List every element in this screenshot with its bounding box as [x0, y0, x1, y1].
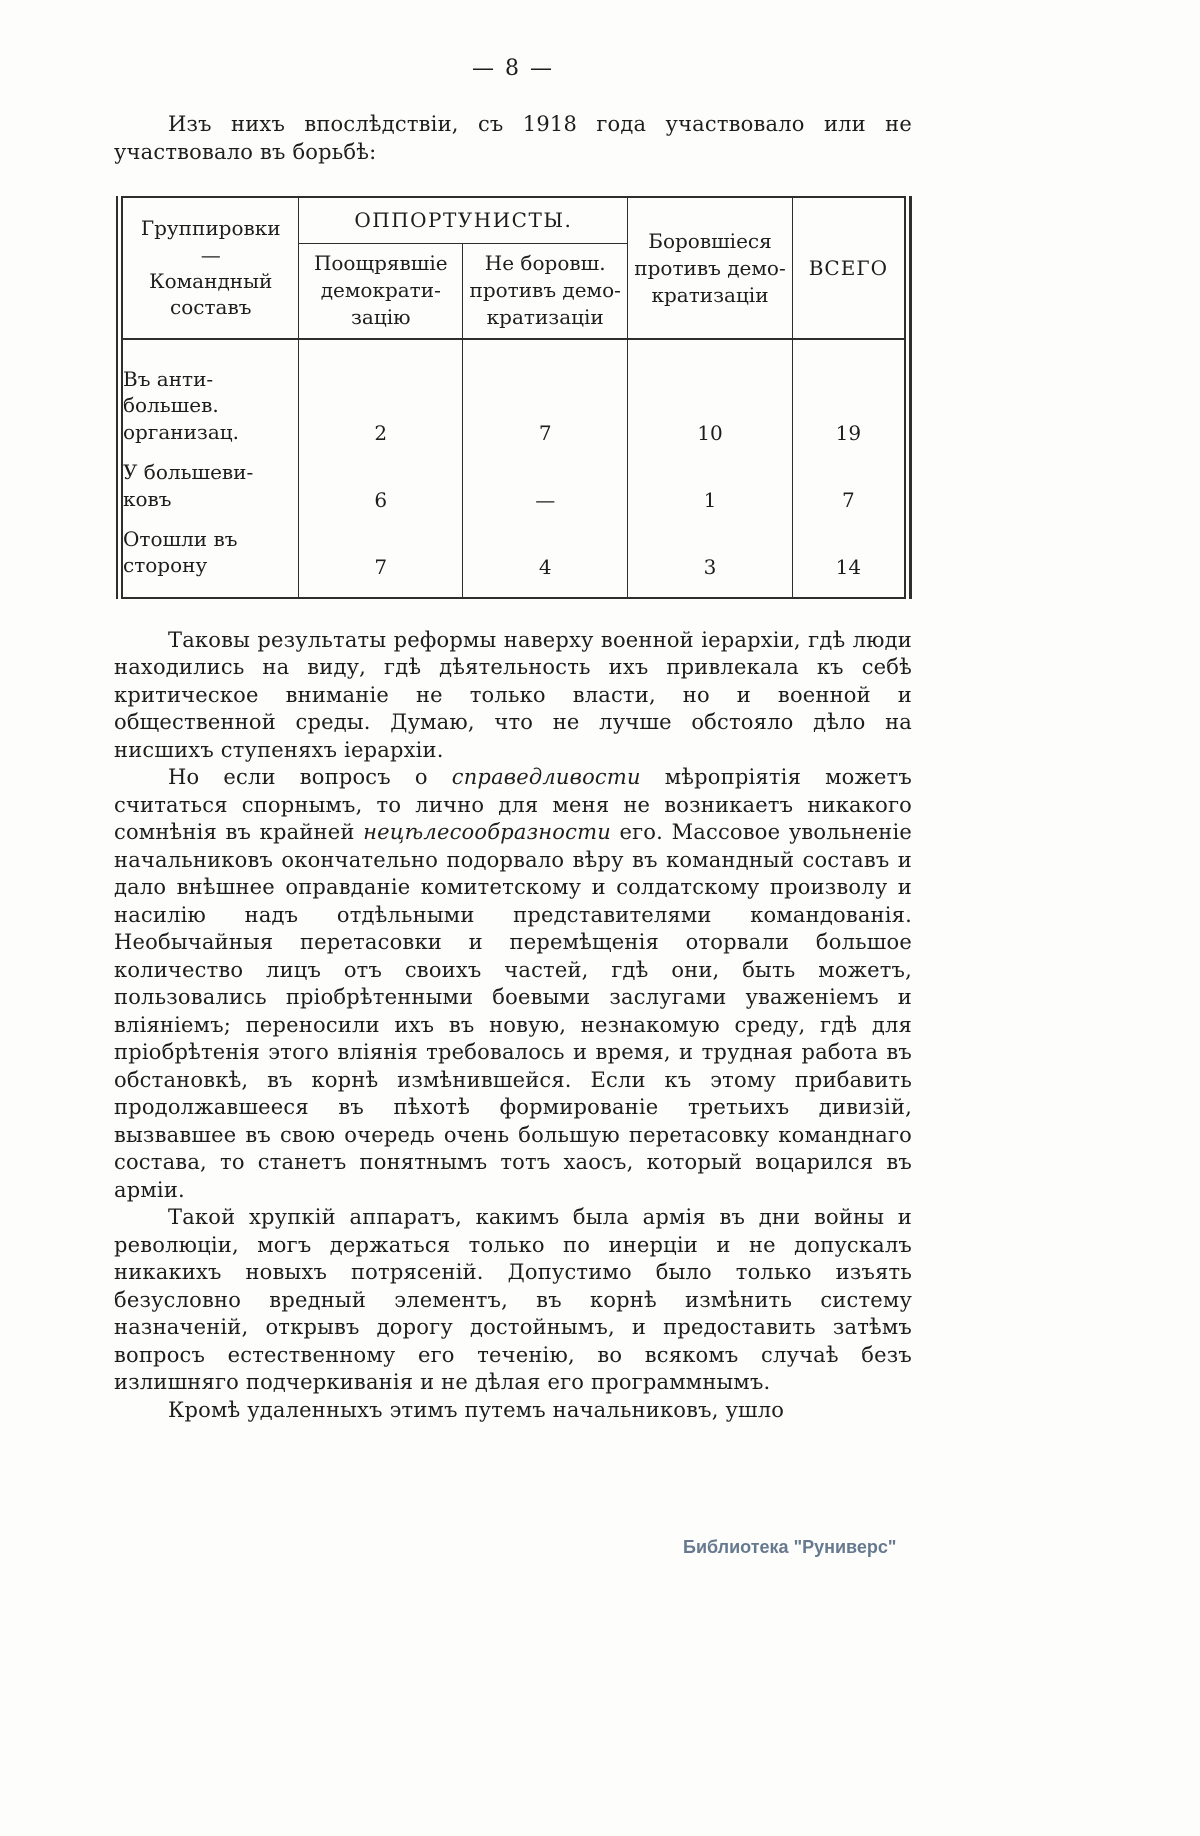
paragraph-4: Кромѣ удаленныхъ этимъ путемъ начальниковъ, ушло — [168, 1397, 785, 1422]
library-watermark: Библиотека "Руниверс" — [683, 1537, 897, 1557]
header-opportunists: ОППОРТУНИСТЫ. — [299, 197, 628, 243]
paragraph-3: Такой хрупкій аппаратъ, какимъ была армія въ дни войны и революціи, могъ держаться только по инерціи и не допускалъ никакихъ новыхъ потрясеній. Допустимо было только изъять безусловно вредный элементъ, въ корнѣ измѣнить систему назначеній, открывъ дорогу достойнымъ, и предоставить затѣмъ вопросъ естественному его теченію, во всякомъ случаѣ безъ излишняго подчеркиванія и не дѣлая его программнымъ. — [114, 1205, 912, 1395]
table-cell: 7 — [299, 526, 463, 598]
paragraph-2-italic-word: справедливости — [451, 765, 641, 790]
header-encouraged-democratization: Поощрявшіе демократи- зацію — [299, 243, 463, 339]
body-text — [114, 627, 912, 1425]
table-row-stepped-aside — [122, 526, 905, 598]
paragraph-1: Таковы результаты реформы наверху военной іерархіи, гдѣ люди находились на виду, гдѣ дѣятельность ихъ привлекала къ себѣ критическое вниманіе не только власти, но и военной и общественной среды. Думаю, что не лучше обстояло дѣло на нисшихъ ступеняхъ іерархіи. — [114, 627, 912, 762]
paragraph-2-segment: Но если вопросъ о — [168, 765, 452, 790]
row-label: У большеви- ковъ — [122, 459, 299, 526]
table-cell: 4 — [463, 526, 628, 598]
header-groups-command-staff: Группировки — Командный составъ — [122, 197, 299, 339]
table-cell: 14 — [835, 554, 862, 579]
paragraph-2-italic-word: нецѣлесообразности — [363, 820, 611, 845]
header-total: ВСЕГО — [792, 197, 905, 339]
intro-paragraph: Изъ нихъ впослѣдствіи, съ 1918 года участвовало или не участвовало въ борьбѣ: — [114, 112, 912, 164]
row-label: Въ анти- большев. организац. — [122, 339, 299, 459]
table-cell: 6 — [299, 459, 463, 526]
paragraph-2 — [114, 764, 912, 1204]
statistics-table-frame — [116, 196, 912, 599]
header-not-fought-democratization: Не боровш. противъ демо- кратизаціи — [463, 243, 628, 339]
paragraph-2-segment: его. Массовое увольненіе начальниковъ окончательно подорвало вѣру въ командный составъ и дало внѣшнее оправданіе комитетскому и солдатскому произволу и насилію надъ отдѣльными представителями командованія. Необычайныя перетасовки и перемѣщенія оторвали большое количество лицъ отъ своихъ частей, гдѣ они, быть можетъ, пользовались пріобрѣтенными боевыми заслугами уваженіемъ и вліяніемъ; переносили ихъ въ новую, незнакомую среду, гдѣ для пріобрѣтенія этого вліянія требовалось и время, и трудная работа въ обстановкѣ, въ корнѣ измѣнившейся. Если къ этому прибавить продолжавшееся въ пѣхотѣ формированіе третьихъ дивизій, вызвавшее въ свою очередь очень большую перетасовку команднаго состава, то станетъ понятнымъ тотъ хаосъ, который воцарился въ арміи. — [114, 820, 912, 1202]
table-row-bolsheviks — [122, 459, 905, 526]
header-fought-against-democratization: Боровшіеся противъ демо- кратизаціи — [628, 197, 792, 339]
table-header-row-top — [122, 197, 905, 243]
row-label: Отошли въ сторону — [122, 526, 299, 598]
table-cell: 7 — [841, 487, 855, 512]
table-cell: 2 — [299, 339, 463, 459]
table-row-antibolshevik — [122, 339, 905, 459]
table-cell: 3 — [628, 526, 792, 598]
page-content — [114, 56, 912, 1424]
statistics-table — [121, 196, 906, 599]
table-cell: — — [463, 459, 628, 526]
page-number: — 8 — — [472, 56, 554, 81]
table-cell: 10 — [628, 339, 792, 459]
table-cell: 19 — [835, 421, 862, 446]
table-cell: 7 — [463, 339, 628, 459]
paragraph-2-segment: мѣропріятія можетъ считаться спорнымъ, то лично для меня не возникаетъ никакого сомнѣнія въ крайней — [114, 765, 912, 845]
table-cell: 1 — [628, 459, 792, 526]
